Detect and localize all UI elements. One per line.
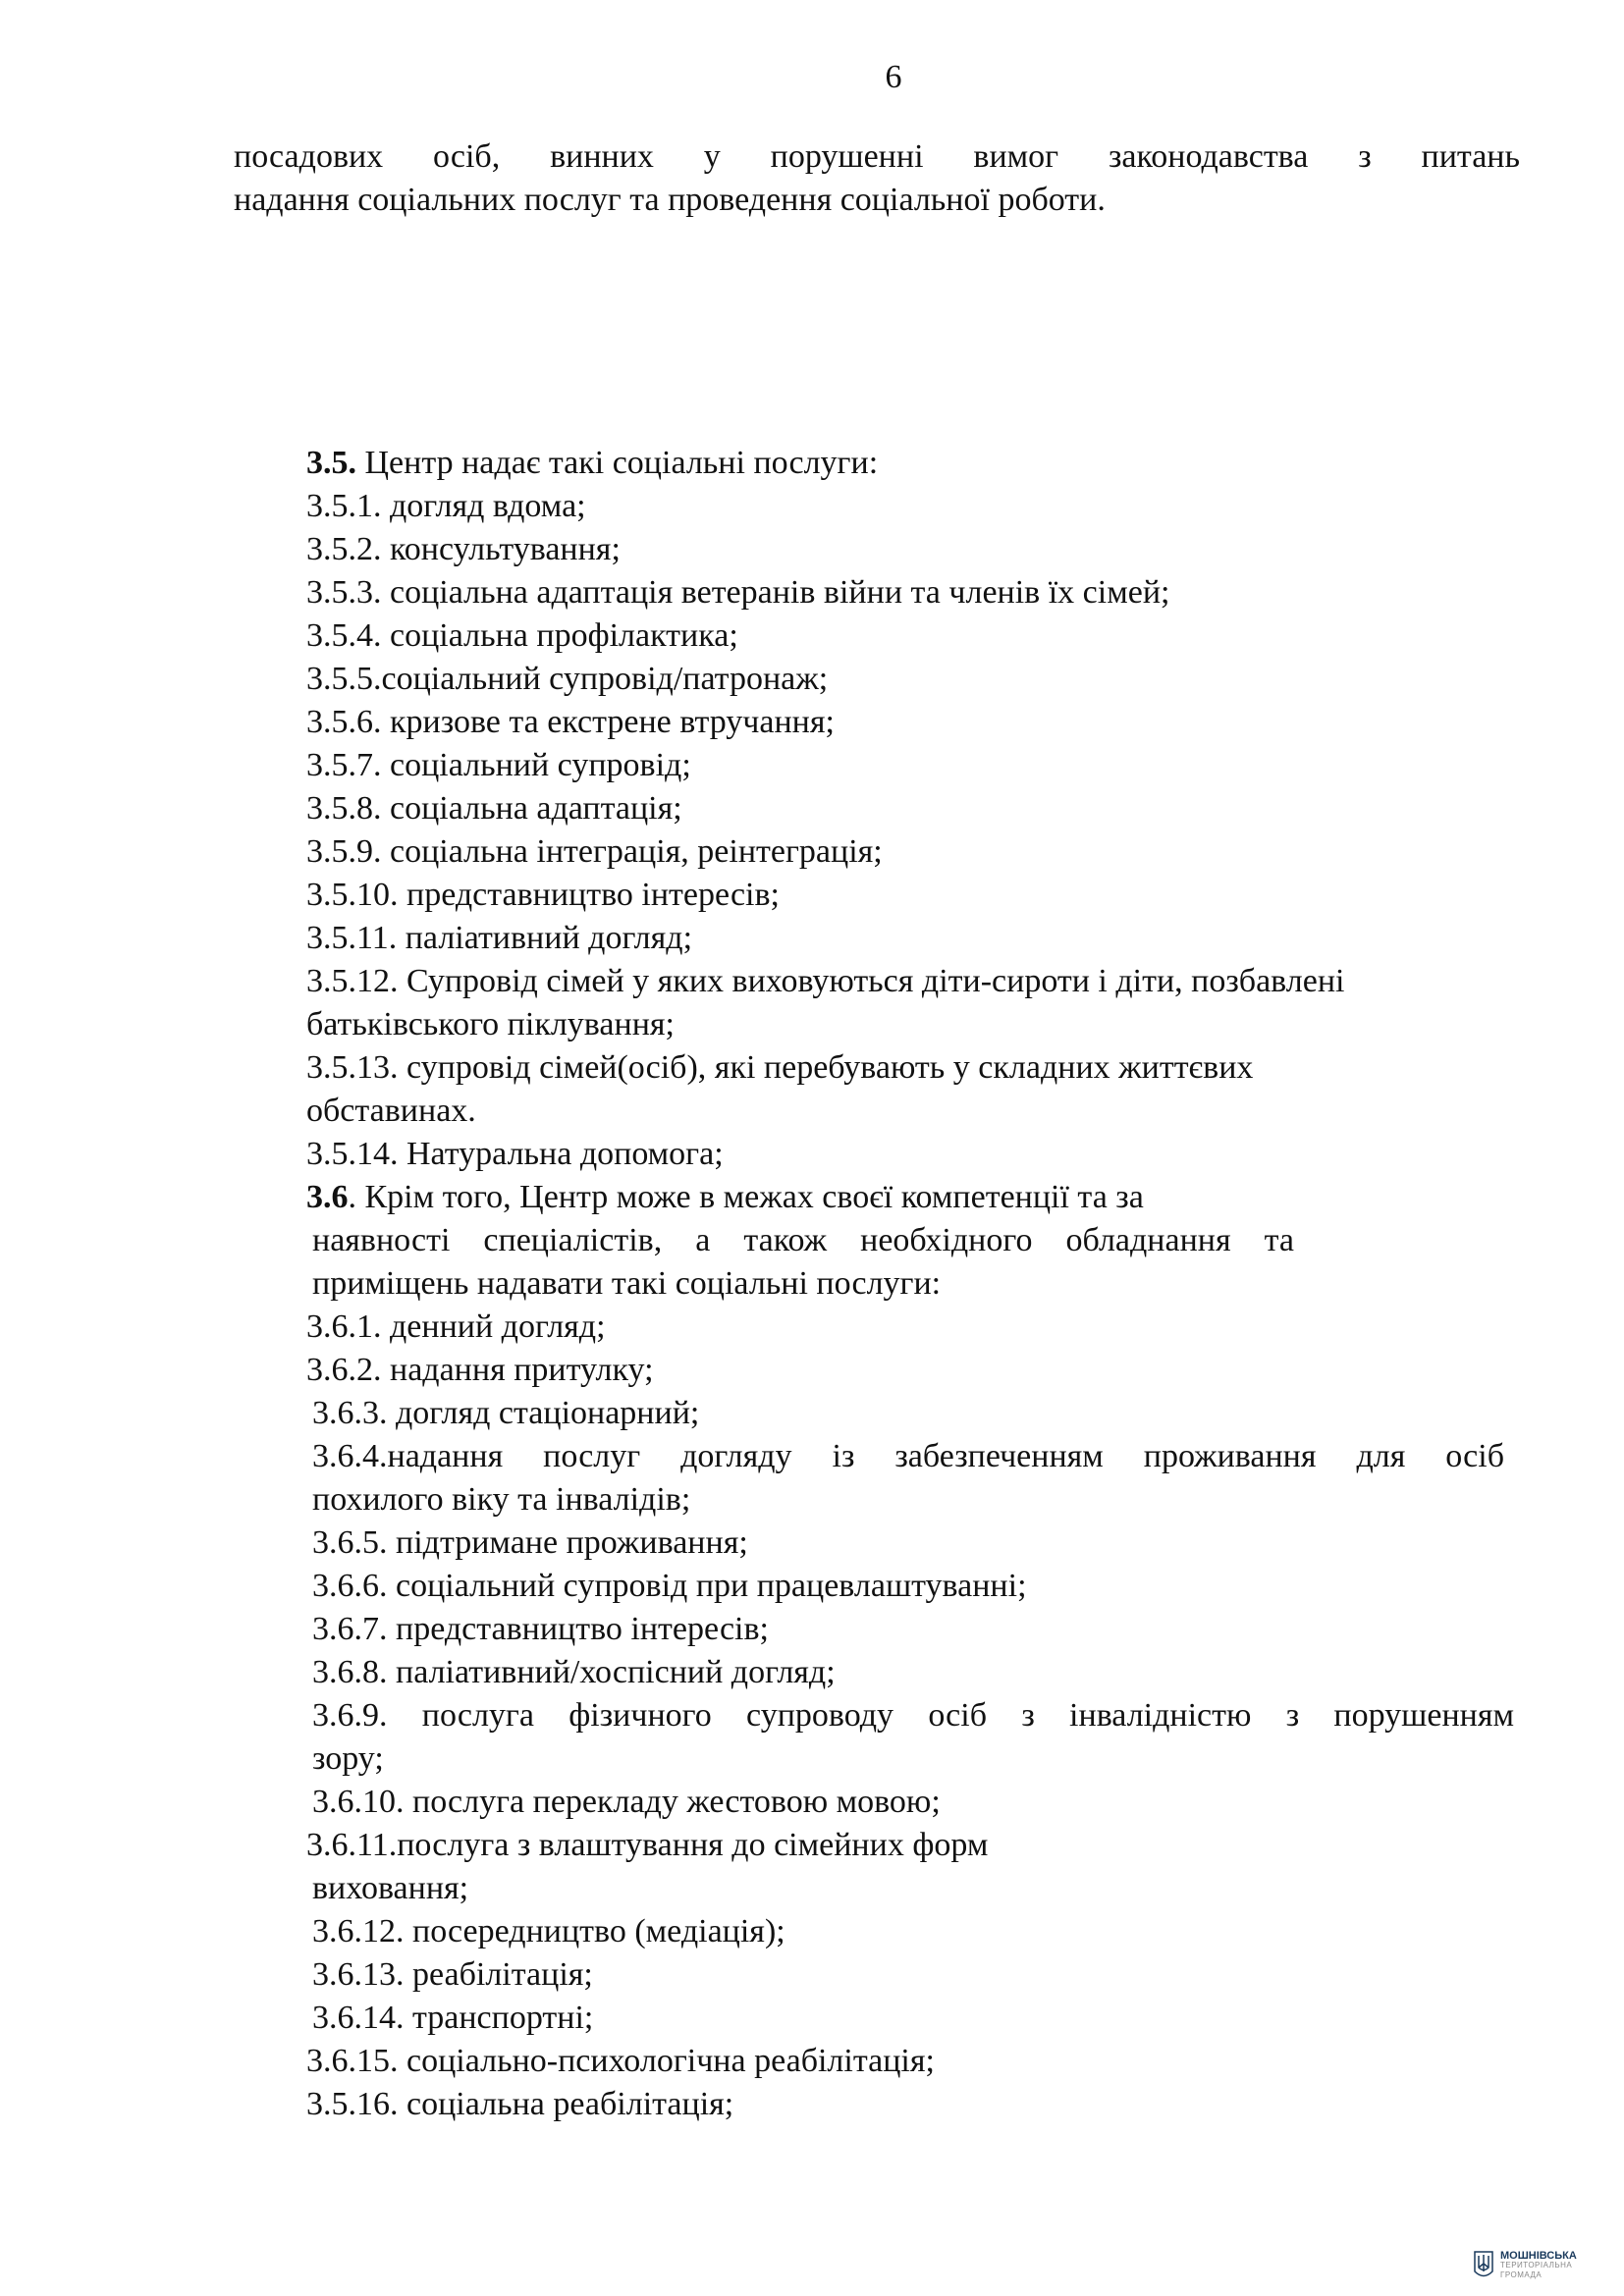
- list-item: 3.6.13. реабілітація;: [312, 1956, 593, 1993]
- list-item: 3.6.2. надання притулку;: [306, 1352, 654, 1388]
- list-item-continuation: виховання;: [312, 1870, 469, 1906]
- list-item: 3.6.3. догляд стаціонарний;: [312, 1395, 700, 1431]
- section-3-5-title: Центр надає такі соціальні послуги:: [356, 445, 879, 481]
- list-item: 3.6.6. соціальний супровід при працевлаштуванні;: [312, 1568, 1027, 1604]
- logo-subtitle-2: ГРОМАДА: [1500, 2270, 1543, 2279]
- section-3-5-number: 3.5.: [306, 445, 356, 481]
- logo-title: МОШНІВСЬКА: [1500, 2250, 1577, 2262]
- list-item: 3.6.5. підтримане проживання;: [312, 1524, 748, 1561]
- intro-line-1: посадових осіб, винних у порушенні вимог законодавства з питань: [234, 138, 1520, 175]
- list-item: 3.6.8. паліативний/хоспісний догляд;: [312, 1654, 836, 1690]
- section-3-6-number: 3.6: [306, 1179, 349, 1215]
- list-item-continuation: зору;: [312, 1740, 384, 1777]
- list-item: 3.5.16. соціальна реабілітація;: [306, 2086, 734, 2122]
- list-item: 3.5.8. соціальна адаптація;: [306, 790, 682, 827]
- list-item: 3.5.7. соціальний супровід;: [306, 747, 691, 783]
- list-item: 3.6.15. соціально-психологічна реабілітація;: [306, 2043, 935, 2079]
- list-item: 3.5.2. консультування;: [306, 531, 621, 567]
- list-item: 3.5.5.соціальний супровід/патронаж;: [306, 661, 829, 697]
- list-item: 3.6.1. денний догляд;: [306, 1308, 606, 1345]
- list-item-continuation: обставинах.: [306, 1093, 476, 1129]
- list-item: 3.5.14. Натуральна допомога;: [306, 1136, 724, 1172]
- intro-line-2: надання соціальних послуг та проведення соціальної роботи.: [234, 182, 1106, 218]
- list-item: 3.6.4.надання послуг догляду із забезпеченням проживання для осіб: [312, 1438, 1504, 1474]
- list-item: 3.6.9. послуга фізичного супроводу осіб з інвалідністю з порушенням: [312, 1697, 1514, 1734]
- list-item: 3.5.11. паліативний догляд;: [306, 920, 693, 956]
- trident-icon: [1473, 2250, 1494, 2281]
- list-item: 3.5.13. супровід сімей(осіб), які перебувають у складних життєвих: [306, 1049, 1254, 1086]
- list-item: 3.6.14. транспортні;: [312, 2000, 594, 2036]
- page-number: 6: [885, 59, 902, 95]
- section-3-6-heading-line-3: приміщень надавати такі соціальні послуги:: [312, 1265, 942, 1302]
- list-item: 3.5.12. Супровід сімей у яких виховуються діти-сироти і діти, позбавлені: [306, 963, 1345, 999]
- list-item-continuation: батьківського піклування;: [306, 1006, 675, 1042]
- section-3-6-title: . Крім того, Центр може в межах своєї компетенції та за: [348, 1179, 1144, 1215]
- section-3-5-heading: [306, 442, 1524, 485]
- list-item: 3.6.12. посередництво (медіація);: [312, 1913, 785, 1949]
- list-item: 3.5.9. соціальна інтеграція, реінтеграція;: [306, 833, 883, 870]
- list-item: 3.5.1. догляд вдома;: [306, 488, 586, 524]
- community-logo: [1473, 2248, 1610, 2283]
- section-3-6-heading-line-2: наявності спеціалістів, а також необхідного обладнання та: [312, 1222, 1294, 1258]
- list-item: 3.5.6. кризове та екстрене втручання;: [306, 704, 835, 740]
- list-item: 3.6.10. послуга перекладу жестовою мовою;: [312, 1784, 941, 1820]
- list-item-continuation: похилого віку та інвалідів;: [312, 1481, 691, 1518]
- section-3-6-heading: [306, 1176, 1524, 1219]
- list-item: 3.5.3. соціальна адаптація ветеранів війни та членів їх сімей;: [306, 574, 1170, 611]
- list-item: 3.5.4. соціальна профілактика;: [306, 617, 738, 654]
- list-item: 3.5.10. представництво інтересів;: [306, 877, 780, 913]
- list-item: 3.6.7. представництво інтересів;: [312, 1611, 769, 1647]
- services-list: [306, 442, 1524, 2126]
- logo-subtitle-1: ТЕРИТОРІАЛЬНА: [1500, 2261, 1573, 2269]
- list-item: 3.6.11.послуга з влаштування до сімейних форм: [306, 1827, 989, 1863]
- intro-paragraph: [234, 135, 1520, 222]
